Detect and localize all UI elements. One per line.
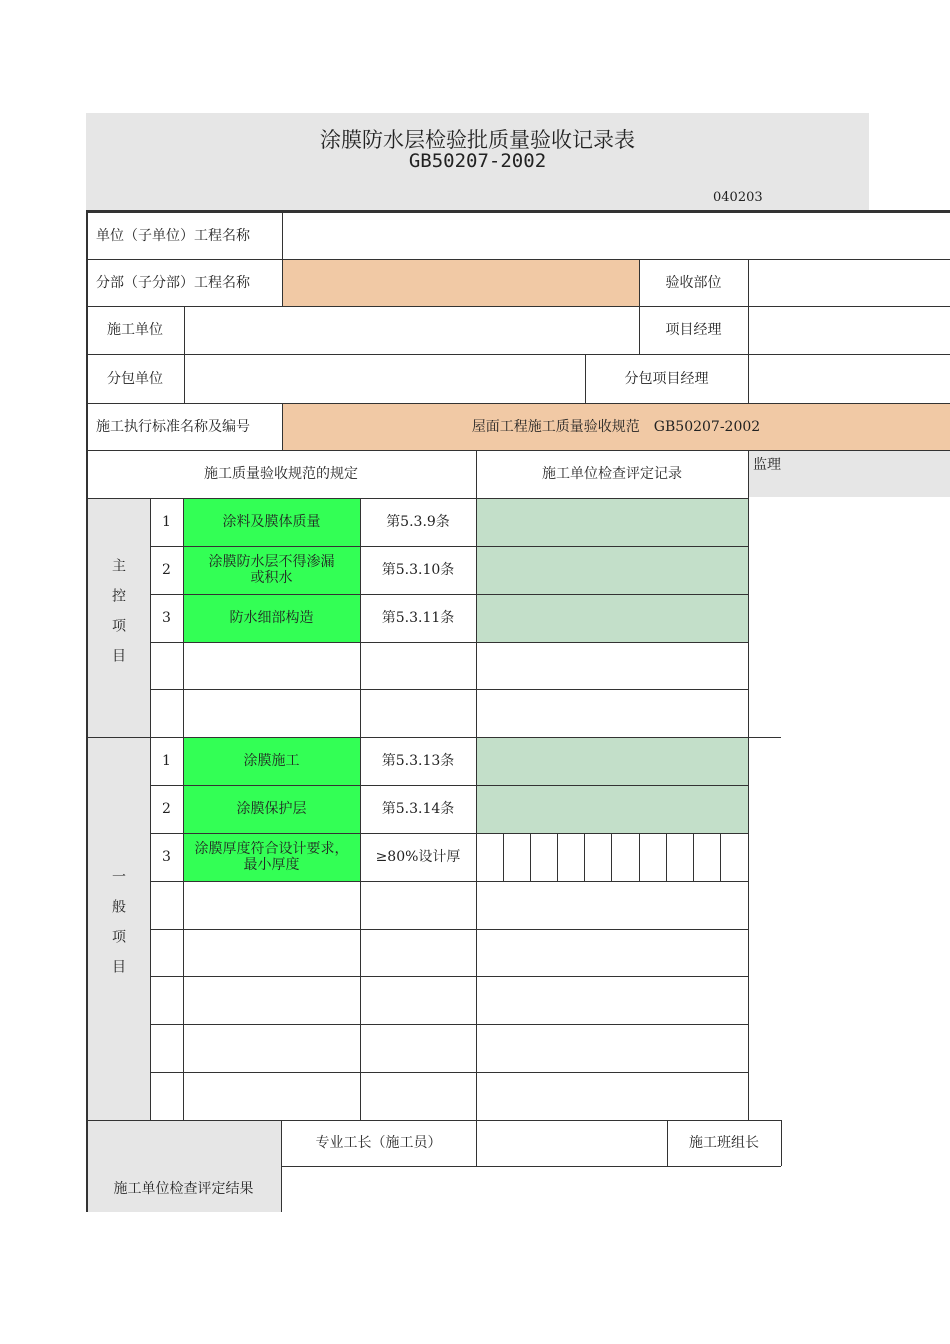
supervision-column-header: 监理 [753, 457, 781, 473]
construction-unit-label: 施工单位 [107, 322, 163, 338]
team-leader-label: 施工班组长 [689, 1135, 759, 1151]
item-clause: 第5.3.9条 [386, 514, 450, 530]
item-name: 涂膜厚度符合设计要求，最小厚度 [183, 833, 360, 881]
item-number: 3 [162, 610, 171, 626]
general-label: 一般项目 [110, 868, 126, 989]
acceptance-form [86, 210, 950, 1212]
item-number: 2 [162, 562, 171, 578]
standard-value: 屋面工程施工质量验收规范 GB50207-2002 [282, 403, 950, 450]
item-clause: 第5.3.13条 [381, 753, 455, 769]
standard-code: GB50207-2002 [408, 150, 547, 172]
item-clause: ≥80%设计厚 [375, 849, 461, 865]
record-cell[interactable] [476, 594, 748, 642]
result-label: 施工单位检查评定结果 [113, 1181, 254, 1197]
record-cell[interactable] [476, 737, 748, 785]
item-name: 涂膜保护层 [183, 785, 360, 833]
page-title: 涂膜防水层检验批质量验收记录表 [320, 128, 635, 152]
item-name: 涂膜防水层不得渗漏或积水 [183, 546, 360, 594]
record-column-header: 施工单位检查评定记录 [542, 466, 682, 482]
sub-project-value[interactable] [282, 259, 639, 306]
form-number: 040203 [713, 190, 763, 205]
sub-project-label: 分部（子分部）工程名称 [96, 274, 250, 291]
subcontract-unit-label: 分包单位 [107, 370, 163, 387]
record-cell[interactable] [476, 785, 748, 833]
item-name: 防水细部构造 [183, 594, 360, 642]
standard-label: 施工执行标准名称及编号 [96, 418, 250, 435]
project-manager-label: 项目经理 [665, 322, 722, 338]
item-clause: 第5.3.14条 [381, 801, 455, 817]
spec-column-header: 施工质量验收规范的规定 [204, 466, 358, 482]
item-name: 涂料及膜体质量 [183, 498, 360, 546]
item-name: 涂膜施工 [183, 737, 360, 785]
record-cell[interactable] [476, 498, 748, 546]
record-cell[interactable] [476, 546, 748, 594]
main-control-label: 主控项目 [110, 557, 126, 678]
item-number: 3 [162, 849, 171, 865]
item-clause: 第5.3.10条 [381, 562, 455, 578]
acceptance-part-label: 验收部位 [665, 274, 722, 291]
unit-project-label: 单位（子单位）工程名称 [96, 227, 250, 244]
item-number: 2 [162, 801, 171, 817]
item-clause: 第5.3.11条 [381, 610, 455, 626]
item-number: 1 [162, 514, 171, 530]
item-number: 1 [162, 753, 171, 769]
foreman-label: 专业工长（施工员） [315, 1135, 442, 1151]
subcontract-manager-label: 分包项目经理 [624, 370, 709, 387]
